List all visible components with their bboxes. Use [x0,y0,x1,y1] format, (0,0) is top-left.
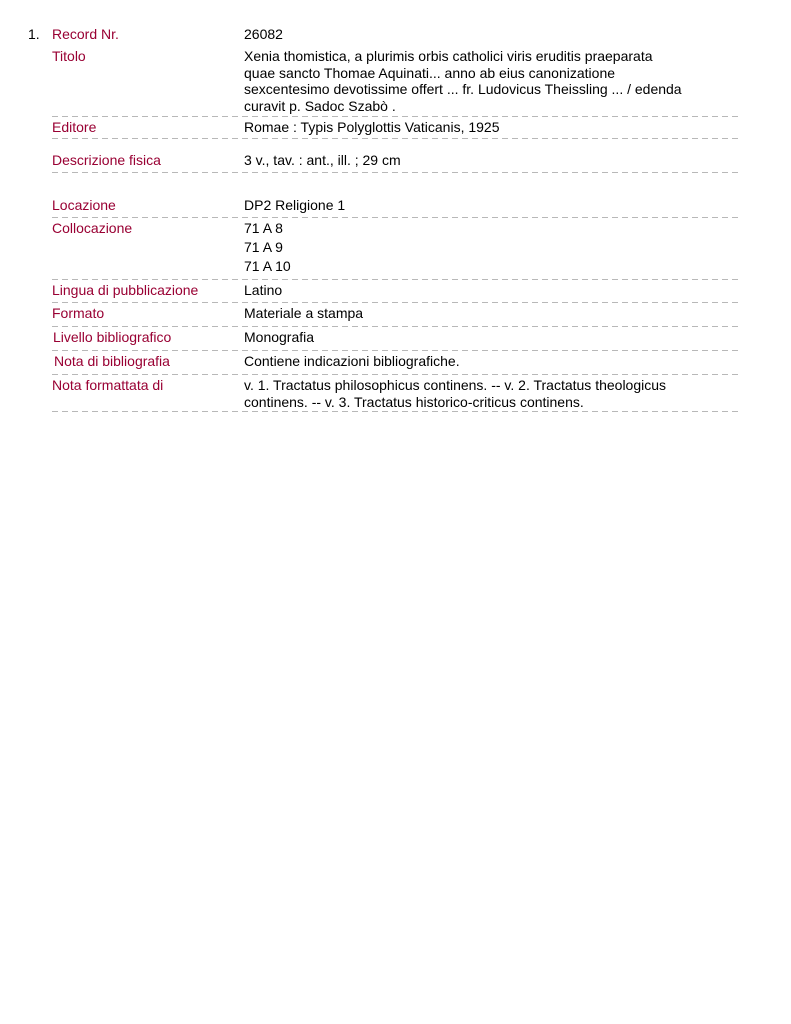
field-value-nota-bibliografia [244,353,460,369]
field-value-livello-bibliografico [244,329,314,345]
shelfmark: 71 A 8 [244,220,283,236]
language-text: Latino [244,282,283,298]
field-label-titolo: Titolo [52,48,86,64]
field-value-editore [244,119,500,135]
location-text: DP2 Religione 1 [244,197,346,213]
bibliographic-level-text: Monografia [244,329,315,345]
field-value-record-nr [244,26,283,42]
title-line: sexcentesimo devotissime offert ... fr. Ludovicus Theissling ... / edenda [244,81,682,97]
record-number: 26082 [244,26,283,42]
field-divider [52,279,741,280]
field-value-collocazione [244,219,291,276]
format-text: Materiale a stampa [244,305,364,321]
field-label-formato: Formato [52,305,105,321]
field-divider [52,302,741,303]
field-label-record-nr: Record Nr. [52,26,119,42]
field-label-lingua: Lingua di pubblicazione [52,282,199,298]
field-label-nota-formattata: Nota formattata di [52,377,164,393]
field-value-formato [244,305,363,321]
field-label-locazione: Locazione [52,197,116,213]
title-line: Xenia thomistica, a plurimis orbis catholici viris eruditis praeparata [244,48,653,64]
field-value-lingua [244,282,282,298]
field-divider [52,217,741,218]
field-label-collocazione: Collocazione [52,220,133,236]
field-label-editore: Editore [52,119,97,135]
physical-description-text: 3 v., tav. : ant., ill. ; 29 cm [244,152,401,168]
field-divider [52,172,741,173]
field-value-descrizione-fisica [244,152,401,168]
field-value-titolo [244,48,682,114]
contents-note-line: v. 1. Tractatus philosophicus continens. -- v. 2. Tractatus theologicus [244,377,667,393]
field-divider [52,116,741,117]
field-divider [52,411,741,412]
field-divider [52,326,741,327]
title-line: curavit p. Sadoc Szabò . [244,97,396,114]
field-value-locazione [244,197,345,213]
field-label-livello-bibliografico: Livello bibliografico [53,329,172,345]
field-label-nota-bibliografia: Nota di bibliografia [54,353,170,369]
field-divider [52,374,741,375]
bibliography-note-text: Contiene indicazioni bibliografiche. [244,353,460,369]
field-divider [52,350,741,351]
shelfmark: 71 A 9 [244,239,283,255]
publisher-text: Romae : Typis Polyglottis Vaticanis, 1925 [244,119,500,135]
field-divider [52,138,741,139]
field-value-nota-formattata [244,377,666,411]
title-line: quae sancto Thomae Aquinati... anno ab eius canonizatione [244,64,616,81]
record-index: 1. [28,26,40,42]
contents-note-line: continens. -- v. 3. Tractatus historico-criticus continens. [244,394,584,410]
field-label-descrizione-fisica: Descrizione fisica [52,152,161,168]
shelfmark: 71 A 10 [244,258,291,274]
